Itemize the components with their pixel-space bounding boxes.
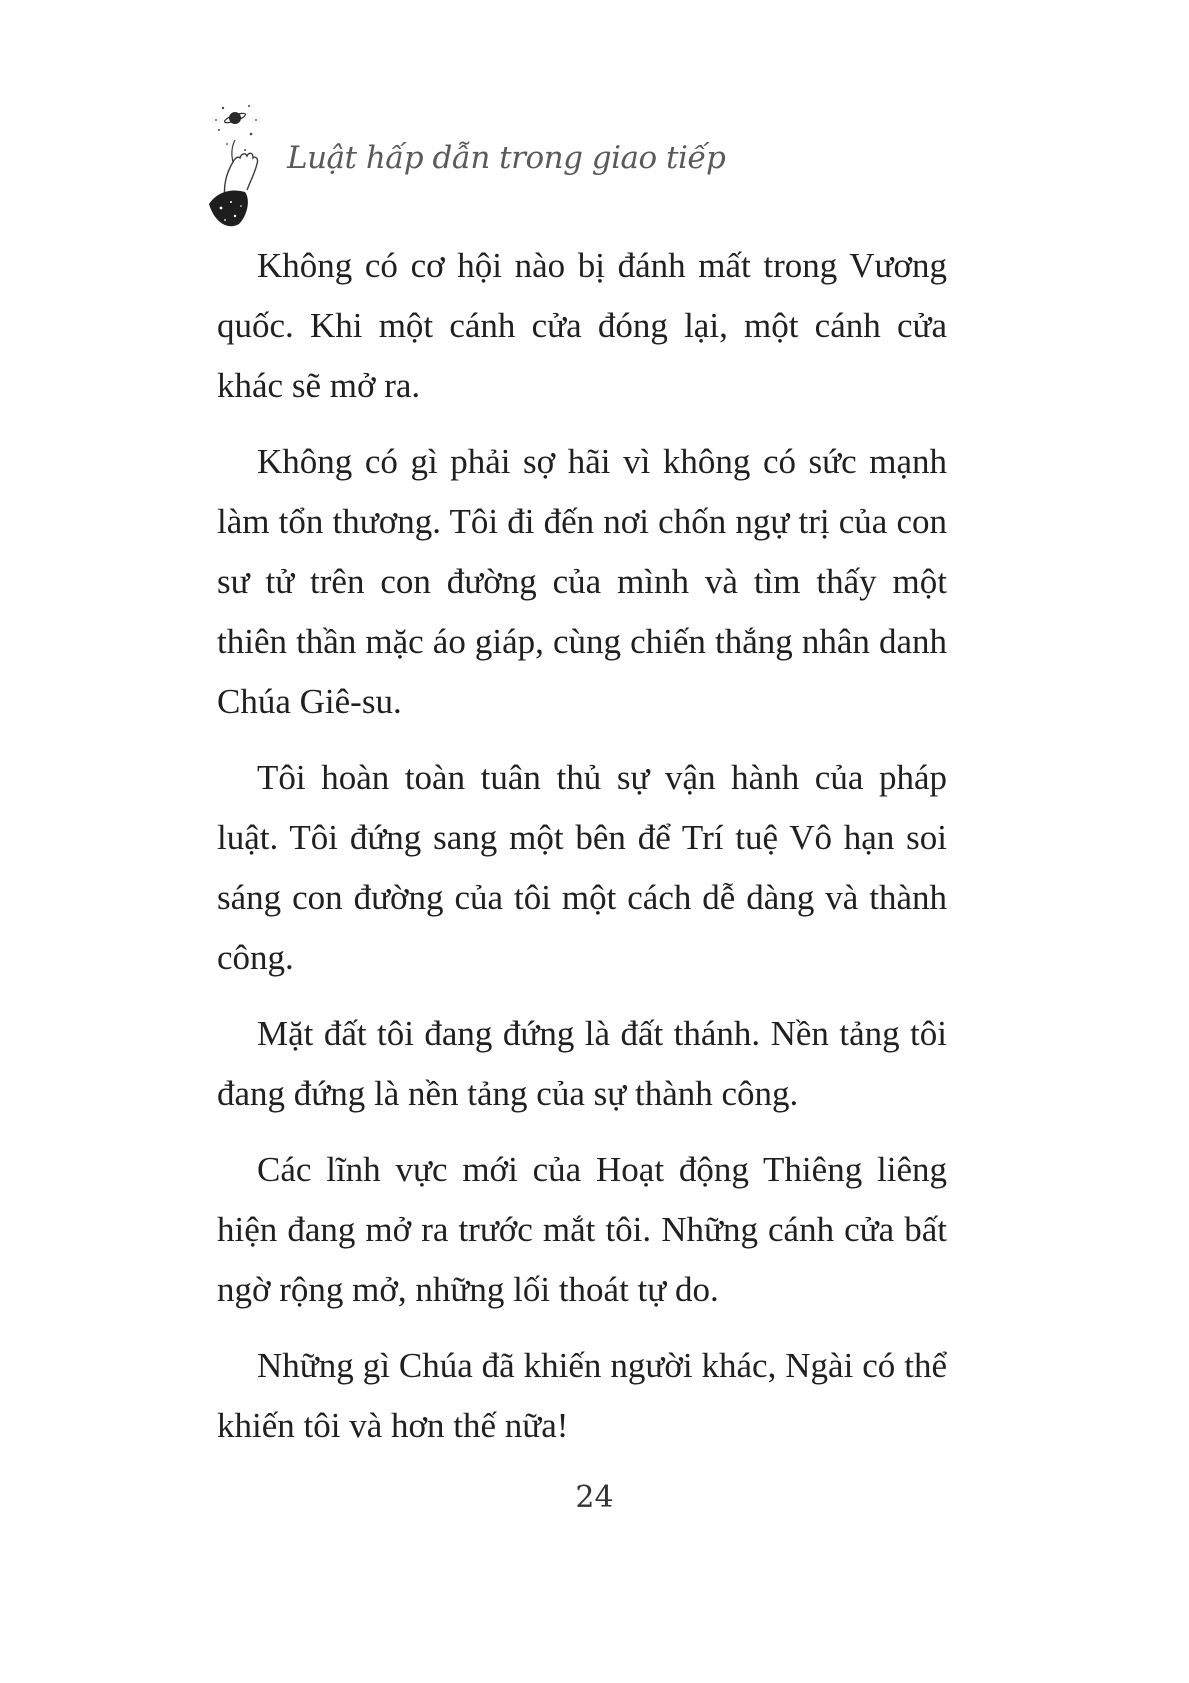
page-header — [205, 100, 805, 230]
paragraph: Tôi hoàn toàn tuân thủ sự vận hành của pháp luật. Tôi đứng sang một bên để Trí tuệ Vô hạn soi sáng con đường của tôi một cách dễ dàng và thành công. — [217, 758, 947, 977]
paragraph: Những gì Chúa đã khiến người khác, Ngài có thể khiến tôi và hơn thế nữa! — [217, 1346, 947, 1445]
paragraph: Không có gì phải sợ hãi vì không có sức mạnh làm tổn thương. Tôi đi đến nơi chốn ngự trị của con sư tử trên con đường của mình và tìm thấy một thiên thần mặc áo giáp, cùng chiến thắng nhân danh Chúa Giê-su. — [217, 442, 947, 721]
paragraph: Mặt đất tôi đang đứng là đất thánh. Nền tảng tôi đang đứng là nền tảng của sự thành công. — [217, 1014, 947, 1113]
paragraph: Không có cơ hội nào bị đánh mất trong Vương quốc. Khi một cánh cửa đóng lại, một cánh cửa khác sẽ mở ra. — [217, 246, 947, 405]
hand-holding-planet-icon — [205, 100, 285, 230]
running-title: Luật hấp dẫn trong giao tiếp — [287, 140, 726, 176]
body-text — [217, 236, 947, 1472]
page-number: 24 — [575, 1480, 614, 1515]
paragraph: Các lĩnh vực mới của Hoạt động Thiêng liêng hiện đang mở ra trước mắt tôi. Những cánh cửa bất ngờ rộng mở, những lối thoát tự do. — [217, 1150, 947, 1309]
